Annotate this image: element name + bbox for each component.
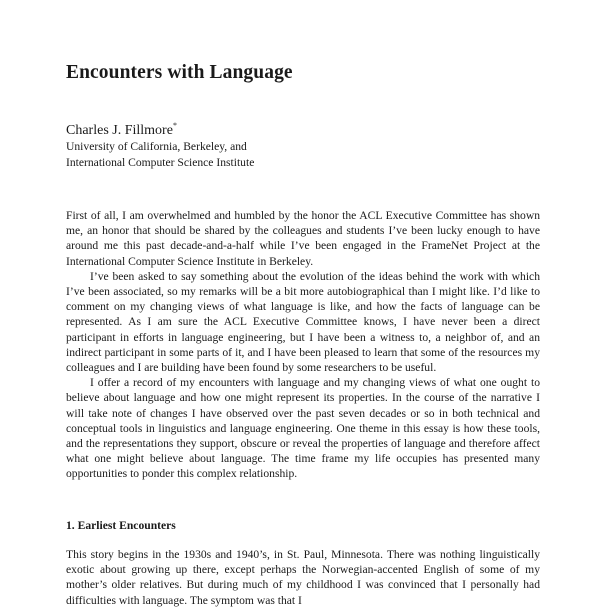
paragraph-1: First of all, I am overwhelmed and humbled by the honor the ACL Executive Committee has shown me, an honor that should be shared by the colleagues and students I’ve been lucky enough to have around me this past decade-and-a-half while I’ve been engaged in the FrameNet Project at the International Computer Science Institute in Berkeley.	[66, 209, 540, 268]
paragraph-3: I offer a record of my encounters with language and my changing views of what one ought to believe about language and how one might represent its properties. In the course of the narrative I will take note of changes I have observed over the past seven decades or so in both technical and conceptual tools in linguistics and language engineering. One theme in this essay is how these tools, and the representations they support, obscure or reveal the properties of language and therefore affect what one might believe about language. The time frame my life occupies has presented many opportunities to ponder this complex relationship.	[66, 376, 540, 481]
section-heading: 1. Earliest Encounters	[66, 519, 176, 532]
affiliation-line-2: International Computer Science Institute	[66, 156, 255, 169]
author-name	[66, 121, 177, 139]
author-affiliation	[66, 139, 254, 171]
section-paragraph: This story begins in the 1930s and 1940’s, in St. Paul, Minnesota. There was nothing linguistically exotic about growing up there, except perhaps the Norwegian-accented English of some of my mother’s older relatives. But during much of my childhood I was convinced that I personally had difficulties with language. The symptom was that I	[66, 548, 540, 607]
author-name-text: Charles J. Fillmore	[66, 123, 173, 138]
author-footnote-mark: *	[172, 121, 177, 130]
body-text	[66, 208, 540, 482]
paragraph-2: I’ve been asked to say something about the evolution of the ideas behind the work with which I’ve been associated, so my remarks will be a bit more autobiographical than I might like. I’d like to comment on my changing views of what language is like, and how the facts of language can be represented. As I am sure the ACL Executive Committee knows, I have never been a direct participant in efforts in language engineering, but I have been a witness to, a neighbor of, and an indirect participant in some parts of it, and I have been pleased to learn that some of the resources my colleagues and I are building have been found by some researchers to be useful.	[66, 269, 540, 375]
affiliation-line-1: University of California, Berkeley, and	[66, 140, 247, 153]
paper-title: Encounters with Language	[66, 62, 293, 83]
